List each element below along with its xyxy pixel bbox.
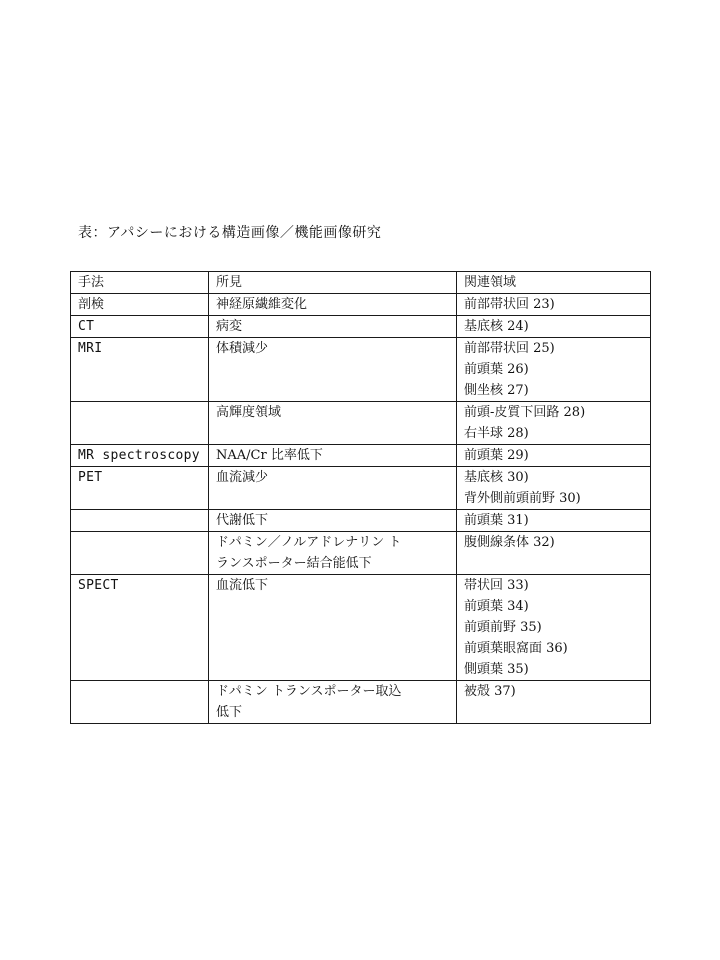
finding-line: 体積減少 bbox=[216, 341, 269, 356]
finding-cell bbox=[209, 532, 457, 575]
region-line: 前部帯状回 23) bbox=[464, 297, 555, 312]
regions-cell bbox=[457, 402, 651, 445]
region-line: 前頭葉 29) bbox=[464, 448, 529, 463]
region-line: 側頭葉 35) bbox=[464, 662, 529, 677]
finding-cell bbox=[209, 575, 457, 681]
table-row bbox=[71, 681, 651, 724]
region-line: 前頭葉眼窩面 36) bbox=[464, 641, 568, 656]
finding-cell bbox=[209, 445, 457, 467]
finding-cell bbox=[209, 510, 457, 532]
region-line: 前頭前野 35) bbox=[464, 620, 542, 635]
method-cell: CT bbox=[71, 316, 209, 338]
finding-cell bbox=[209, 402, 457, 445]
finding-line: 代謝低下 bbox=[216, 513, 269, 528]
finding-line: 神経原繊維変化 bbox=[216, 297, 308, 312]
finding-line: 血流低下 bbox=[216, 578, 269, 593]
finding-line: 血流減少 bbox=[216, 470, 269, 485]
region-line: 背外側前頭前野 30) bbox=[464, 491, 581, 506]
region-line: 右半球 28) bbox=[464, 426, 529, 441]
table-row bbox=[71, 445, 651, 467]
method-cell bbox=[71, 681, 209, 724]
method-cell: 剖検 bbox=[71, 294, 209, 316]
table-row bbox=[71, 575, 651, 681]
method-cell bbox=[71, 532, 209, 575]
finding-cell bbox=[209, 338, 457, 402]
region-line: 前頭葉 31) bbox=[464, 513, 529, 528]
finding-cell bbox=[209, 316, 457, 338]
method-cell bbox=[71, 402, 209, 445]
method-cell: SPECT bbox=[71, 575, 209, 681]
header-regions: 関連領域 bbox=[457, 272, 651, 294]
region-line: 前頭-皮質下回路 28) bbox=[464, 405, 586, 420]
finding-line: 病変 bbox=[216, 319, 243, 334]
finding-line: 高輝度領域 bbox=[216, 405, 282, 420]
regions-cell bbox=[457, 681, 651, 724]
table-row bbox=[71, 294, 651, 316]
method-cell: PET bbox=[71, 467, 209, 510]
regions-cell bbox=[457, 510, 651, 532]
table-row bbox=[71, 467, 651, 510]
region-line: 基底核 30) bbox=[464, 470, 529, 485]
region-line: 側坐核 27) bbox=[464, 383, 529, 398]
table-row bbox=[71, 316, 651, 338]
table-row bbox=[71, 338, 651, 402]
method-cell bbox=[71, 510, 209, 532]
table-caption: 表：アパシーにおける構造画像／機能画像研究 bbox=[78, 225, 382, 241]
table-header-row bbox=[71, 272, 651, 294]
regions-cell bbox=[457, 294, 651, 316]
header-finding: 所見 bbox=[209, 272, 457, 294]
regions-cell bbox=[457, 316, 651, 338]
region-line: 前頭葉 26) bbox=[464, 362, 529, 377]
regions-cell bbox=[457, 338, 651, 402]
region-line: 前部帯状回 25) bbox=[464, 341, 555, 356]
findings-table bbox=[70, 271, 651, 724]
region-line: 帯状回 33) bbox=[464, 578, 529, 593]
table-row bbox=[71, 510, 651, 532]
finding-cell bbox=[209, 467, 457, 510]
regions-cell bbox=[457, 532, 651, 575]
finding-line: ランスポーター結合能低下 bbox=[216, 556, 372, 571]
table-row bbox=[71, 532, 651, 575]
method-cell: MR spectroscopy bbox=[71, 445, 209, 467]
regions-cell bbox=[457, 467, 651, 510]
region-line: 前頭葉 34) bbox=[464, 599, 529, 614]
finding-cell bbox=[209, 681, 457, 724]
region-line: 被殻 37) bbox=[464, 684, 516, 699]
regions-cell bbox=[457, 575, 651, 681]
region-line: 基底核 24) bbox=[464, 319, 529, 334]
region-line: 腹側線条体 32) bbox=[464, 535, 555, 550]
method-cell: MRI bbox=[71, 338, 209, 402]
finding-line: ドパミン／ノルアドレナリン ト bbox=[216, 535, 402, 550]
table-row bbox=[71, 402, 651, 445]
header-method: 手法 bbox=[71, 272, 209, 294]
regions-cell bbox=[457, 445, 651, 467]
finding-line: 低下 bbox=[216, 705, 243, 720]
finding-cell bbox=[209, 294, 457, 316]
finding-line: NAA/Cr 比率低下 bbox=[216, 448, 323, 463]
finding-line: ドパミン トランスポーター取込 bbox=[216, 684, 402, 699]
